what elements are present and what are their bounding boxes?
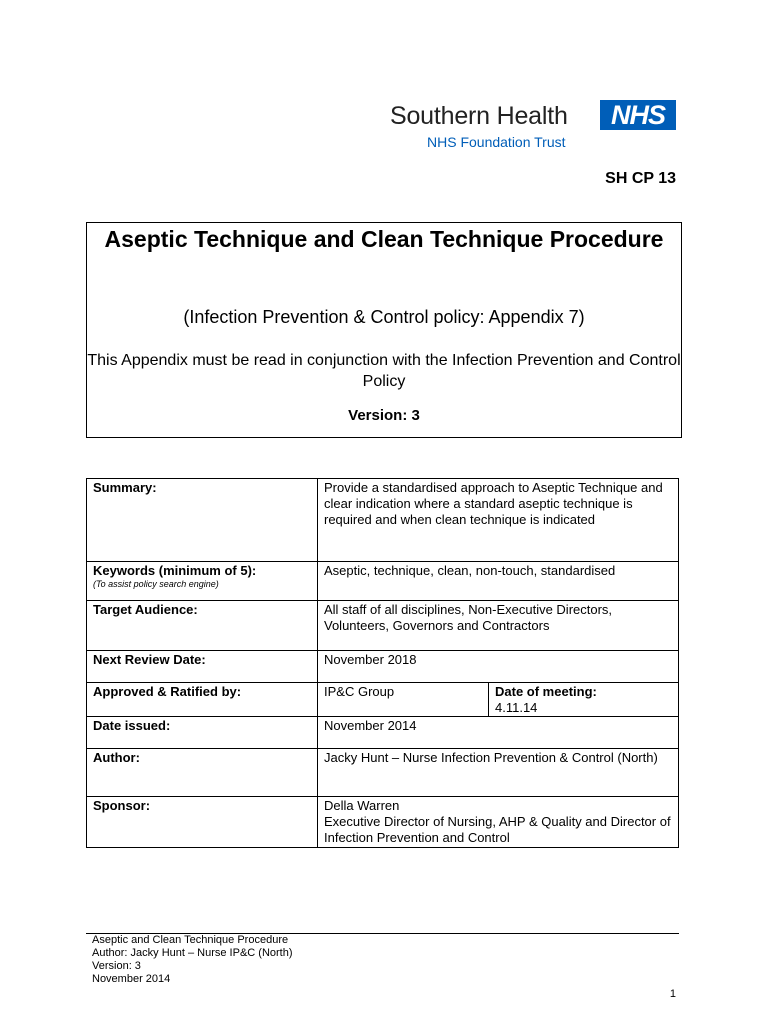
table-row-sponsor: [87, 797, 679, 848]
keywords-label: Keywords (minimum of 5):: [93, 563, 257, 578]
document-subtitle: (Infection Prevention & Control policy: Appendix 7): [183, 307, 585, 327]
summary-label: Summary:: [87, 479, 318, 562]
meeting-cell: [489, 683, 679, 717]
issued-label: Date issued:: [87, 717, 318, 749]
author-label: Author:: [87, 749, 318, 797]
logo-trust-name: Southern Health: [390, 102, 568, 130]
sponsor-role: Executive Director of Nursing, AHP & Quality and Director of Infection Prevention and Control: [324, 814, 671, 845]
approved-label: Approved & Ratified by:: [87, 683, 318, 717]
table-row-summary: [87, 479, 679, 562]
conjunction-note: This Appendix must be read in conjunction with the Infection Prevention and Control Policy: [87, 352, 681, 390]
table-row-author: [87, 749, 679, 797]
keywords-value: Aseptic, technique, clean, non-touch, standardised: [318, 562, 679, 601]
meeting-value: 4.11.14: [495, 700, 538, 715]
keywords-label-cell: [87, 562, 318, 601]
sponsor-name: Della Warren: [324, 798, 400, 813]
author-value: Jacky Hunt – Nurse Infection Prevention & Control (North): [318, 749, 679, 797]
title-box: [86, 222, 682, 438]
audience-label: Target Audience:: [87, 601, 318, 651]
policy-details-table: [86, 478, 679, 848]
page-number: 1: [669, 988, 676, 1000]
sponsor-cell: [318, 797, 679, 848]
table-row-audience: [87, 601, 679, 651]
footer-version: Version: 3: [92, 960, 141, 972]
nhs-logo-badge: NHS: [600, 100, 676, 130]
page-footer: [86, 933, 679, 986]
table-row-issued: [87, 717, 679, 749]
footer-author: Author: Jacky Hunt – Nurse IP&C (North): [92, 947, 293, 959]
issued-value: November 2014: [318, 717, 679, 749]
document-version: Version: 3: [348, 407, 420, 424]
table-row-review: [87, 651, 679, 683]
sponsor-label: Sponsor:: [87, 797, 318, 848]
review-label: Next Review Date:: [87, 651, 318, 683]
document-title: Aseptic Technique and Clean Technique Procedure: [104, 226, 664, 252]
keywords-hint: (To assist policy search engine): [93, 579, 219, 589]
document-code: SH CP 13: [605, 170, 676, 187]
logo-subtitle: NHS Foundation Trust: [427, 134, 566, 150]
trust-logo: [390, 100, 680, 154]
summary-value: Provide a standardised approach to Aseptic Technique and clear indication where a standard aseptic technique is required and when clean technique is indicated: [318, 479, 679, 562]
footer-title: Aseptic and Clean Technique Procedure: [92, 934, 289, 946]
audience-value: All staff of all disciplines, Non-Executive Directors, Volunteers, Governors and Contractors: [318, 601, 679, 651]
review-value: November 2018: [318, 651, 679, 683]
meeting-label: Date of meeting:: [495, 684, 597, 699]
table-row-keywords: [87, 562, 679, 601]
footer-date: November 2014: [92, 973, 171, 985]
approved-value: IP&C Group: [318, 683, 489, 717]
table-row-approved: [87, 683, 679, 717]
